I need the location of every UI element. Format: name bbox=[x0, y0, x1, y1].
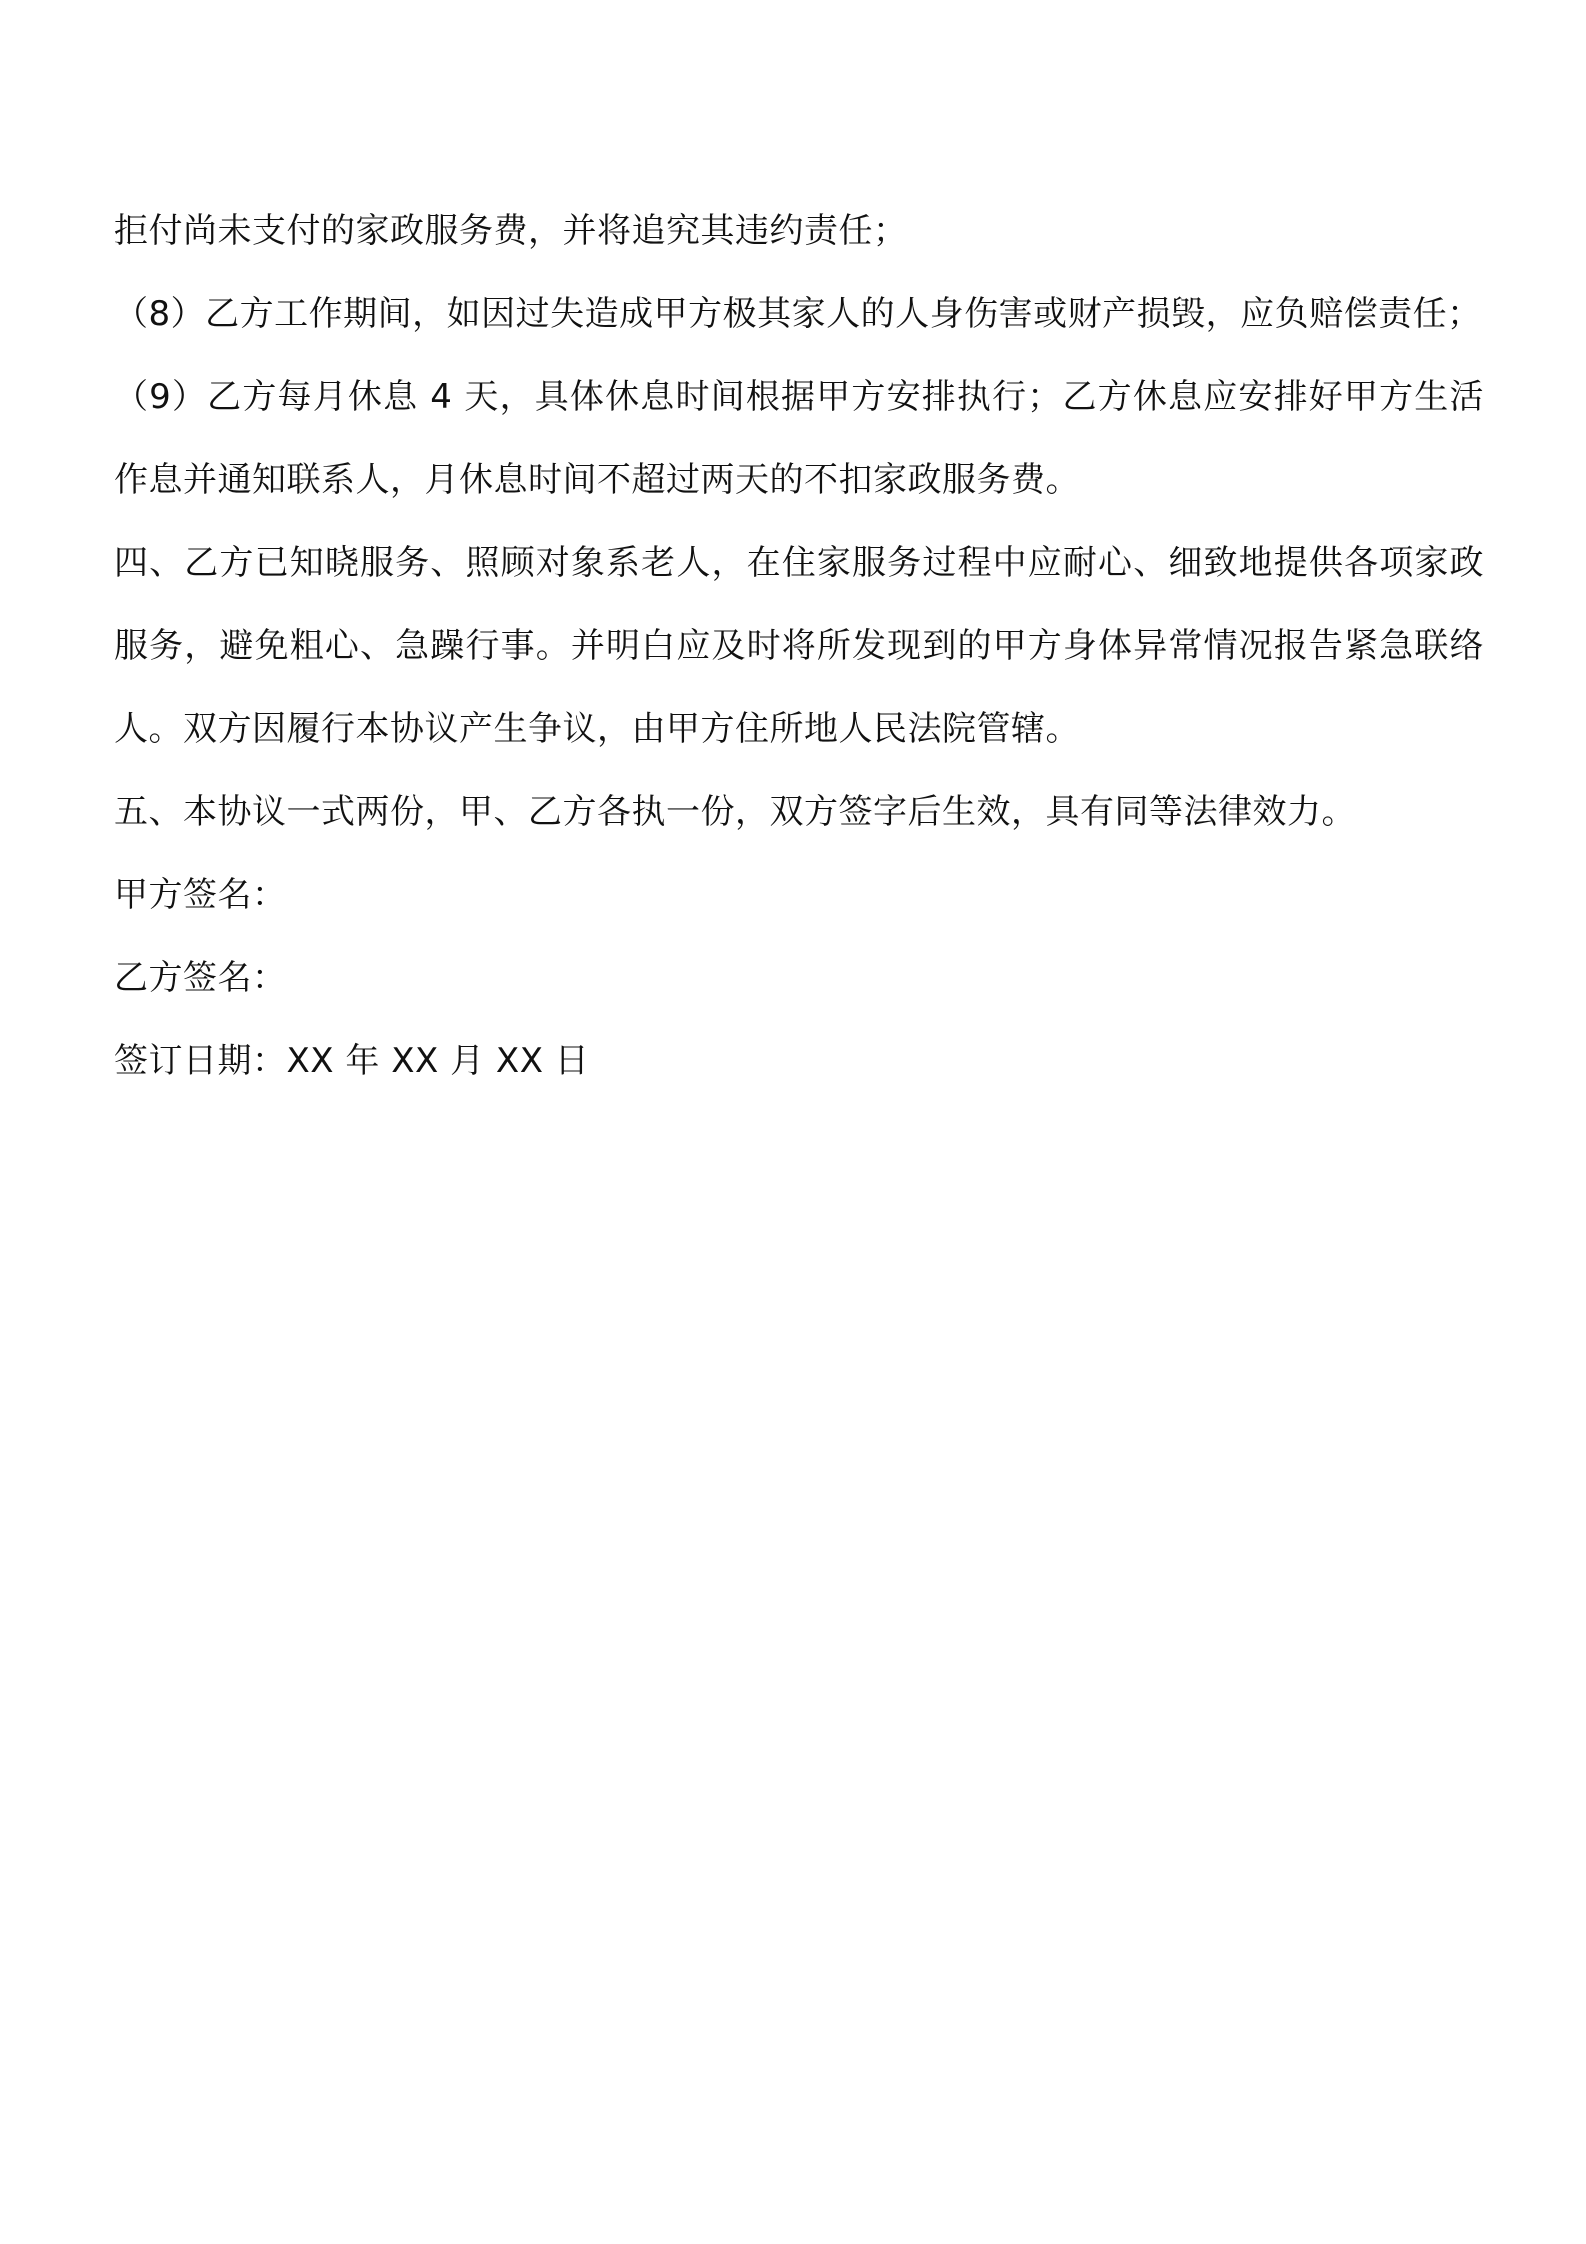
party-a-signature-label: 甲方签名： bbox=[114, 875, 287, 915]
party-b-signature-label: 乙方签名： bbox=[114, 958, 287, 998]
paragraph-section-4: 四、乙方已知晓服务、照顾对象系老人，在住家服务过程中应耐心、细致地提供各项家政服务，避免粗心、急躁行事。并明白应及时将所发现到的甲方身体异常情况报告紧急联络人。双方因履行本协议产生争议，由甲方住所地人民法院管辖。 bbox=[114, 543, 1484, 749]
paragraph-refuse-payment: 拒付尚未支付的家政服务费，并将追究其违约责任； bbox=[114, 211, 908, 251]
paragraph-item-9: （9）乙方每月休息 4 天，具体休息时间根据甲方安排执行；乙方休息应安排好甲方生活作息并通知联系人，月休息时间不超过两天的不扣家政服务费。 bbox=[114, 377, 1484, 500]
document-body bbox=[114, 190, 1484, 1103]
paragraph-item-8: （8）乙方工作期间，如因过失造成甲方极其家人的人身伤害或财产损毁，应负赔偿责任； bbox=[114, 294, 1482, 334]
paragraph-section-5: 五、本协议一式两份，甲、乙方各执一份，双方签字后生效，具有同等法律效力。 bbox=[114, 792, 1356, 832]
signing-date-line: 签订日期：XX 年 XX 月 XX 日 bbox=[114, 1041, 590, 1081]
